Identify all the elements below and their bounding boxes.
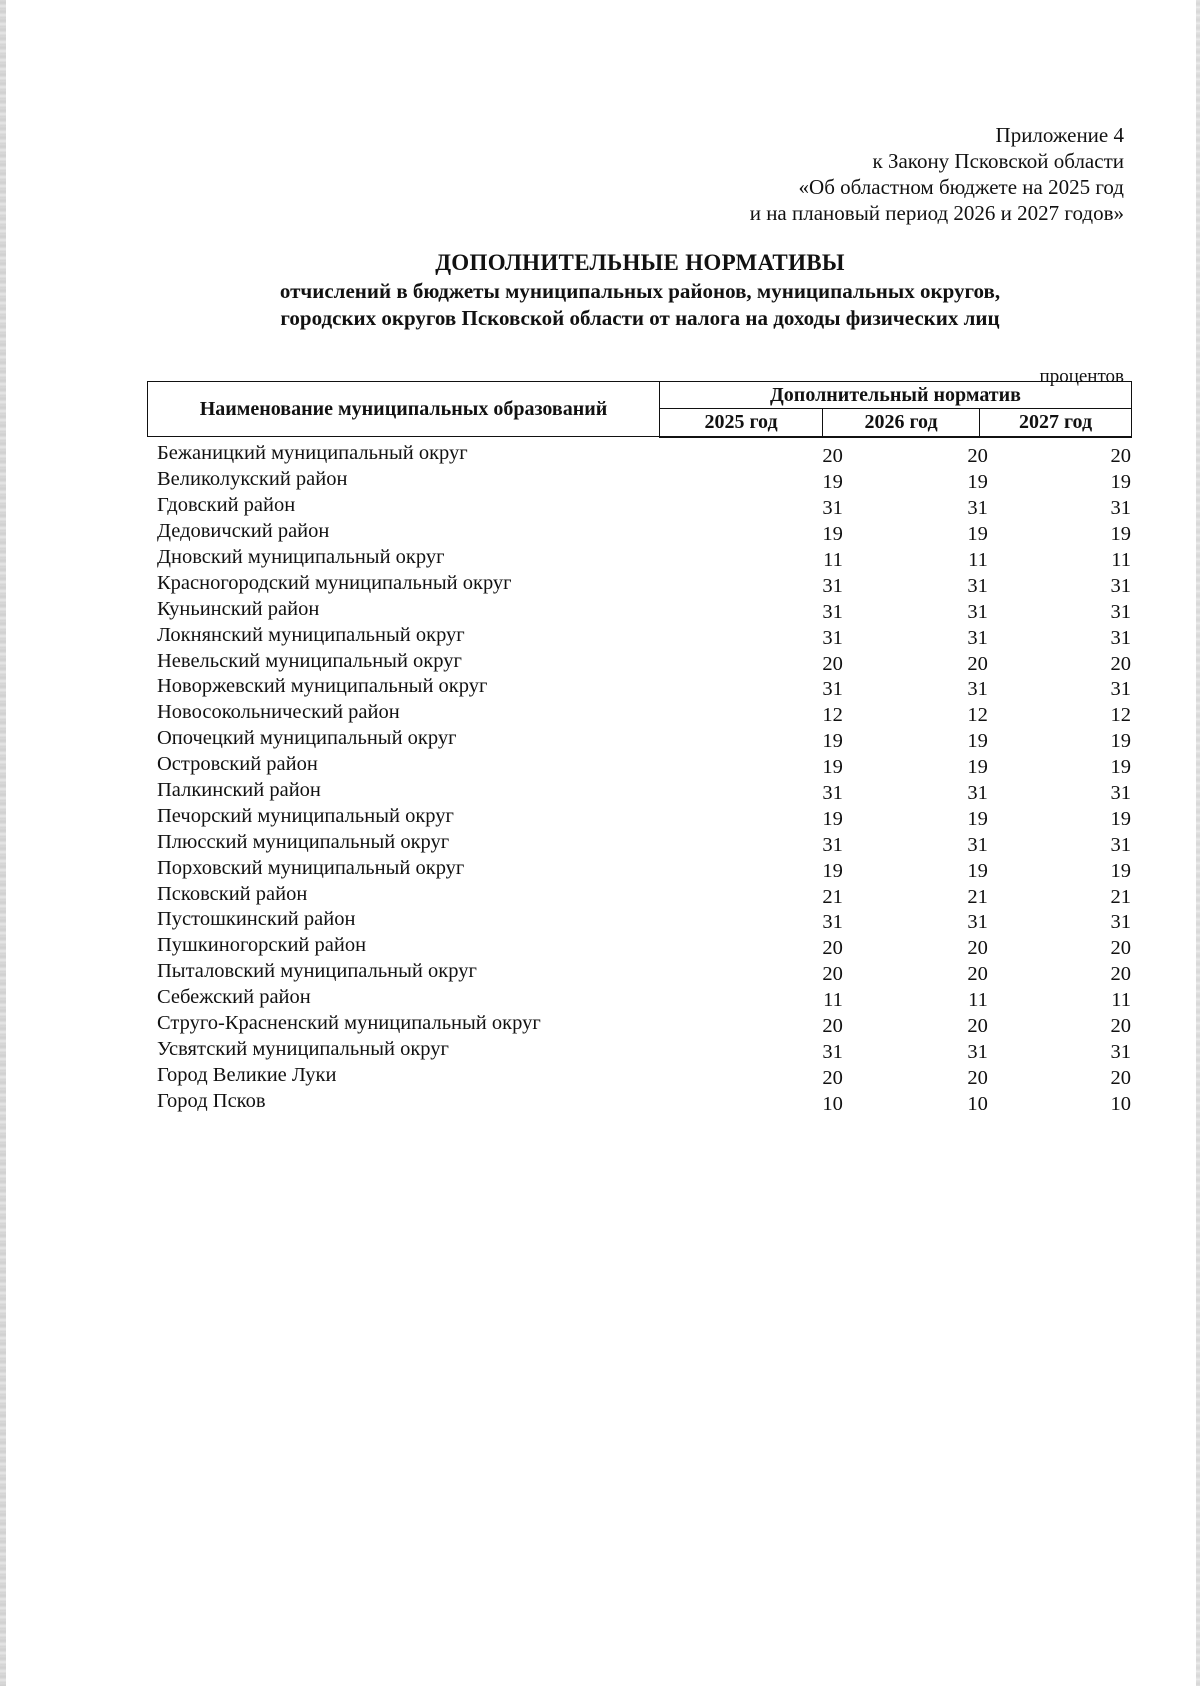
- value-2026-text: 31: [967, 626, 988, 649]
- value-2026-text: 12: [967, 704, 988, 727]
- value-2026: [843, 933, 988, 960]
- value-2027: [988, 545, 1131, 569]
- table-row: [147, 931, 1131, 960]
- value-2026-text: 21: [967, 885, 988, 908]
- normatives-table: [147, 381, 1131, 1113]
- municipality-name: Порховский муниципальный округ: [157, 856, 465, 879]
- value-2027: [988, 441, 1131, 468]
- table-row: [147, 1087, 1131, 1113]
- value-2027-text: 21: [1110, 885, 1131, 908]
- value-2027-text: 31: [1110, 574, 1131, 597]
- value-2026: [843, 830, 988, 854]
- value-2025-text: 20: [822, 1014, 843, 1037]
- appendix-header: [564, 122, 1124, 226]
- document-title: [140, 248, 1140, 332]
- municipality-name: Опочецкий муниципальный округ: [157, 727, 457, 750]
- value-2027: [988, 933, 1131, 960]
- scan-edge-left: [0, 0, 6, 1686]
- value-2025: [705, 882, 843, 906]
- value-2026-text: 19: [967, 471, 988, 494]
- value-2025-text: 11: [823, 989, 843, 1012]
- value-2027-text: 31: [1110, 600, 1131, 623]
- value-2027: [988, 752, 1131, 779]
- table-row: [147, 569, 1131, 595]
- value-2025: [705, 907, 843, 934]
- municipality-name: Бежаницкий муниципальный округ: [157, 442, 468, 465]
- title-subtitle-1: отчислений в бюджеты муниципальных районов, муниципальных округов,: [279, 279, 1001, 303]
- value-2025: [705, 830, 843, 854]
- value-2025-text: 20: [822, 937, 843, 960]
- value-2026-text: 11: [968, 989, 988, 1012]
- value-2026-text: 11: [968, 548, 988, 571]
- table-row: [147, 698, 1131, 727]
- value-2026-text: 19: [967, 523, 988, 546]
- value-2027-text: 20: [1110, 445, 1131, 468]
- value-2027: [988, 1089, 1131, 1113]
- value-2026: [843, 907, 988, 934]
- value-2026-text: 31: [967, 911, 988, 934]
- value-2027-text: 31: [1110, 911, 1131, 934]
- value-2025-text: 10: [822, 1092, 843, 1115]
- table-row: [147, 750, 1131, 779]
- municipality-name: Город Великие Луки: [157, 1063, 337, 1086]
- value-2026: [843, 467, 988, 494]
- title-main: ДОПОЛНИТЕЛЬНЫЕ НОРМАТИВЫ: [435, 250, 845, 275]
- value-2027-text: 31: [1110, 626, 1131, 649]
- table-body: [147, 440, 1131, 1113]
- value-2026: [843, 1037, 988, 1061]
- value-2025-text: 31: [822, 678, 843, 701]
- value-2025-text: 20: [822, 445, 843, 468]
- value-2026-text: 19: [967, 859, 988, 882]
- appendix-line-3: «Об областном бюджете на 2025 год: [798, 175, 1124, 199]
- value-2025-text: 21: [822, 885, 843, 908]
- municipality-name: Великолукский район: [157, 468, 348, 491]
- value-2027-text: 31: [1110, 781, 1131, 804]
- value-2025-text: 19: [822, 471, 843, 494]
- value-2027-text: 31: [1110, 833, 1131, 856]
- table-row: [147, 491, 1131, 520]
- value-2026-text: 19: [967, 756, 988, 779]
- value-2025-text: 19: [822, 730, 843, 753]
- value-2026: [843, 726, 988, 753]
- value-2025: [705, 933, 843, 960]
- appendix-line-2: к Закону Псковской области: [872, 149, 1124, 173]
- value-2026-text: 31: [967, 497, 988, 520]
- municipality-name: Псковский район: [157, 882, 308, 905]
- value-2025: [705, 545, 843, 569]
- value-2025: [705, 752, 843, 779]
- value-2025: [705, 1011, 843, 1035]
- table-row: [147, 543, 1131, 569]
- table-row: [147, 880, 1131, 906]
- municipality-name: Печорский муниципальный округ: [157, 804, 454, 827]
- value-2026-text: 20: [967, 652, 988, 675]
- municipality-name: Город Псков: [157, 1089, 266, 1112]
- municipality-name: Себежский район: [157, 986, 311, 1009]
- value-2026-text: 19: [967, 807, 988, 830]
- table-row: [147, 440, 1131, 466]
- value-2027-text: 19: [1110, 471, 1131, 494]
- value-2026-text: 20: [967, 445, 988, 468]
- title-subtitle-2: городских округов Псковской области от налога на доходы физических лиц: [280, 306, 1000, 330]
- municipality-name: Усвятский муниципальный округ: [157, 1037, 449, 1060]
- value-2027-text: 11: [1111, 989, 1131, 1012]
- value-2026: [843, 674, 988, 701]
- value-2027: [988, 649, 1131, 673]
- value-2025: [705, 597, 843, 621]
- value-2027-text: 19: [1110, 859, 1131, 882]
- header-year-2026: 2026 год: [823, 409, 980, 437]
- value-2025-text: 31: [822, 574, 843, 597]
- municipality-name: Пушкиногорский район: [157, 934, 367, 957]
- appendix-line-1: Приложение 4: [995, 123, 1124, 147]
- value-2027: [988, 467, 1131, 494]
- value-2025: [705, 571, 843, 595]
- value-2027: [988, 882, 1131, 906]
- value-2025: [705, 778, 843, 802]
- municipality-name: Новоржевский муниципальный округ: [157, 675, 488, 698]
- value-2025-text: 31: [822, 497, 843, 520]
- table-row: [147, 621, 1131, 647]
- value-2026: [843, 1011, 988, 1035]
- value-2027-text: 19: [1110, 730, 1131, 753]
- table-row: [147, 517, 1131, 546]
- value-2025: [705, 1089, 843, 1113]
- municipality-name: Дновский муниципальный округ: [157, 545, 445, 568]
- table-header: [147, 381, 1132, 438]
- value-2027: [988, 519, 1131, 546]
- value-2027-text: 19: [1110, 807, 1131, 830]
- value-2027: [988, 1037, 1131, 1061]
- units-label: процентов: [1039, 366, 1124, 387]
- value-2025: [705, 726, 843, 753]
- value-2026-text: 31: [967, 1040, 988, 1063]
- value-2026-text: 20: [967, 937, 988, 960]
- value-2025: [705, 985, 843, 1012]
- value-2025: [705, 856, 843, 880]
- value-2026-text: 20: [967, 1014, 988, 1037]
- table-row: [147, 776, 1131, 802]
- value-2025: [705, 1063, 843, 1087]
- value-2027: [988, 1063, 1131, 1087]
- value-2025: [705, 700, 843, 727]
- value-2027-text: 31: [1110, 678, 1131, 701]
- value-2026-text: 19: [967, 730, 988, 753]
- table-row: [147, 465, 1131, 494]
- value-2027: [988, 597, 1131, 621]
- municipality-name: Плюсский муниципальный округ: [157, 830, 450, 853]
- table-row: [147, 828, 1131, 854]
- value-2025-text: 31: [822, 1040, 843, 1063]
- table-row: [147, 983, 1131, 1012]
- value-2027: [988, 959, 1131, 986]
- value-2025-text: 19: [822, 807, 843, 830]
- value-2026: [843, 441, 988, 468]
- value-2025: [705, 804, 843, 828]
- value-2025-text: 20: [822, 963, 843, 986]
- value-2027-text: 20: [1110, 937, 1131, 960]
- value-2027: [988, 830, 1131, 854]
- value-2026: [843, 545, 988, 569]
- table-row: [147, 1061, 1131, 1087]
- value-2025: [705, 959, 843, 986]
- value-2027-text: 20: [1110, 963, 1131, 986]
- municipality-name: Гдовский район: [157, 494, 296, 517]
- value-2027: [988, 726, 1131, 753]
- value-2026-text: 31: [967, 600, 988, 623]
- value-2025: [705, 1037, 843, 1061]
- value-2025: [705, 441, 843, 468]
- value-2025-text: 31: [822, 833, 843, 856]
- value-2027: [988, 700, 1131, 727]
- value-2027: [988, 907, 1131, 934]
- table-row: [147, 673, 1131, 699]
- municipality-name: Дедовичский район: [157, 520, 330, 543]
- value-2027-text: 19: [1110, 756, 1131, 779]
- value-2026: [843, 752, 988, 779]
- value-2026: [843, 778, 988, 802]
- value-2026: [843, 623, 988, 647]
- header-year-2025: 2025 год: [660, 409, 823, 437]
- value-2026: [843, 493, 988, 520]
- table-row: [147, 802, 1131, 828]
- header-year-2027: 2027 год: [980, 409, 1132, 437]
- header-name-column: Наименование муниципальных образований: [148, 382, 660, 437]
- value-2026-text: 31: [967, 833, 988, 856]
- value-2027-text: 20: [1110, 652, 1131, 675]
- value-2025-text: 12: [822, 704, 843, 727]
- table-row: [147, 854, 1131, 880]
- value-2026: [843, 571, 988, 595]
- municipality-name: Новосокольнический район: [157, 701, 400, 724]
- municipality-name: Невельский муниципальный округ: [157, 649, 462, 672]
- appendix-line-4: и на плановый период 2026 и 2027 годов»: [749, 201, 1124, 225]
- value-2026: [843, 985, 988, 1012]
- value-2025: [705, 519, 843, 546]
- municipality-name: Красногородский муниципальный округ: [157, 571, 512, 594]
- table-row: [147, 906, 1131, 932]
- value-2026: [843, 519, 988, 546]
- value-2025-text: 31: [822, 911, 843, 934]
- value-2026: [843, 649, 988, 673]
- municipality-name: Пустошкинский район: [157, 908, 356, 931]
- value-2027-text: 20: [1110, 1066, 1131, 1089]
- value-2027-text: 20: [1110, 1014, 1131, 1037]
- value-2026: [843, 856, 988, 880]
- value-2026: [843, 882, 988, 906]
- value-2026-text: 20: [967, 1066, 988, 1089]
- value-2025: [705, 623, 843, 647]
- value-2025-text: 11: [823, 548, 843, 571]
- value-2025: [705, 467, 843, 494]
- value-2025: [705, 493, 843, 520]
- value-2025-text: 20: [822, 652, 843, 675]
- value-2027: [988, 674, 1131, 701]
- value-2026: [843, 597, 988, 621]
- value-2027-text: 12: [1110, 704, 1131, 727]
- value-2027: [988, 1011, 1131, 1035]
- municipality-name: Куньинский район: [157, 597, 320, 620]
- value-2027-text: 31: [1110, 1040, 1131, 1063]
- value-2025-text: 31: [822, 781, 843, 804]
- value-2026-text: 10: [967, 1092, 988, 1115]
- table-row: [147, 724, 1131, 753]
- value-2025-text: 19: [822, 523, 843, 546]
- value-2025: [705, 674, 843, 701]
- value-2026: [843, 1063, 988, 1087]
- value-2026: [843, 700, 988, 727]
- value-2027: [988, 804, 1131, 828]
- municipality-name: Палкинский район: [157, 778, 321, 801]
- value-2027: [988, 985, 1131, 1012]
- value-2025-text: 31: [822, 600, 843, 623]
- value-2026: [843, 959, 988, 986]
- value-2027: [988, 493, 1131, 520]
- value-2027-text: 19: [1110, 523, 1131, 546]
- value-2027: [988, 856, 1131, 880]
- municipality-name: Пыталовский муниципальный округ: [157, 960, 477, 983]
- value-2027: [988, 623, 1131, 647]
- municipality-name: Локнянский муниципальный округ: [157, 623, 465, 646]
- municipality-name: Струго-Красненский муниципальный округ: [157, 1011, 541, 1034]
- table-row: [147, 647, 1131, 673]
- table-row: [147, 957, 1131, 986]
- municipality-name: Островский район: [157, 753, 318, 776]
- value-2025: [705, 649, 843, 673]
- value-2025-text: 31: [822, 626, 843, 649]
- header-normative-group: Дополнительный норматив: [660, 382, 1132, 409]
- value-2027: [988, 778, 1131, 802]
- value-2026-text: 31: [967, 781, 988, 804]
- value-2026-text: 20: [967, 963, 988, 986]
- scan-edge-right: [1196, 0, 1200, 1686]
- value-2025-text: 19: [822, 756, 843, 779]
- value-2025-text: 19: [822, 859, 843, 882]
- value-2027-text: 31: [1110, 497, 1131, 520]
- value-2026-text: 31: [967, 574, 988, 597]
- value-2026: [843, 1089, 988, 1113]
- table-row: [147, 595, 1131, 621]
- value-2026: [843, 804, 988, 828]
- value-2026-text: 31: [967, 678, 988, 701]
- table-row: [147, 1035, 1131, 1061]
- value-2027-text: 11: [1111, 548, 1131, 571]
- value-2027-text: 10: [1110, 1092, 1131, 1115]
- table-row: [147, 1009, 1131, 1035]
- value-2027: [988, 571, 1131, 595]
- value-2025-text: 20: [822, 1066, 843, 1089]
